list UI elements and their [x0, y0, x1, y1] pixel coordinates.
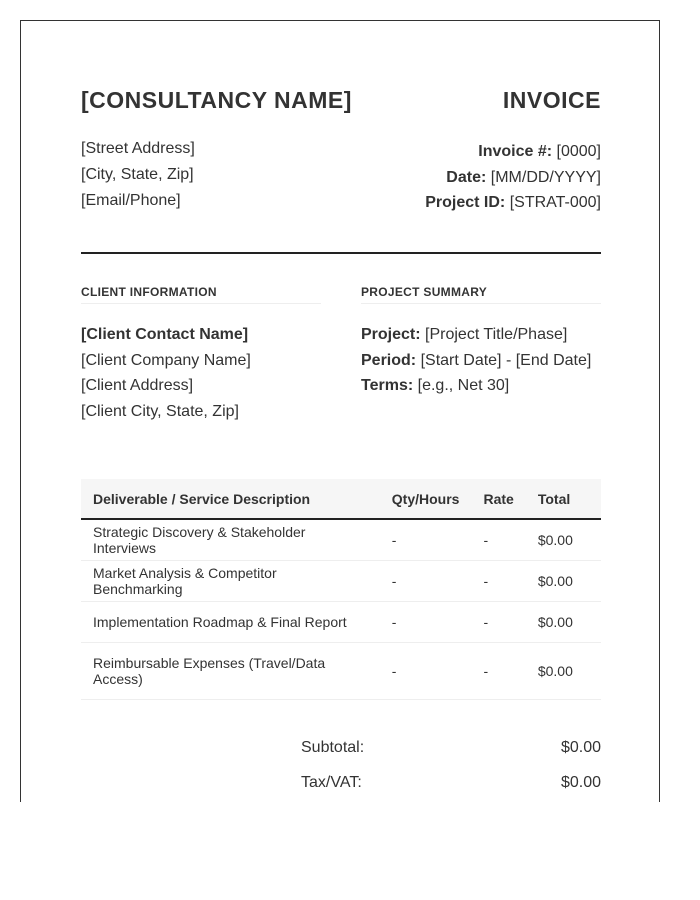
- row-rate: -: [471, 643, 525, 700]
- terms-line: [361, 373, 601, 399]
- project-summary-section: [361, 285, 601, 399]
- row-description: Market Analysis & Competitor Benchmarking: [81, 561, 380, 602]
- row-total: $0.00: [526, 602, 601, 643]
- city-state-zip: [City, State, Zip]: [81, 166, 194, 183]
- tax-label: Tax/VAT:: [301, 774, 362, 791]
- row-total: $0.00: [526, 643, 601, 700]
- client-information-heading: CLIENT INFORMATION: [81, 285, 321, 304]
- column-header-qty-hours: Qty/Hours: [380, 479, 472, 519]
- subtotal-value: $0.00: [560, 739, 601, 756]
- invoice-date-value: [MM/DD/YYYY]: [490, 168, 601, 186]
- row-total: $0.00: [526, 561, 601, 602]
- tax-row: [301, 768, 601, 802]
- period-value: [Start Date] - [End Date]: [420, 351, 592, 369]
- header-divider: [81, 252, 601, 254]
- invoice-page: [20, 20, 660, 802]
- project-summary-body: [361, 322, 601, 399]
- invoice-date: [425, 165, 601, 191]
- project-id-label: Project ID:: [425, 194, 506, 211]
- row-total: $0.00: [526, 519, 601, 561]
- project-value: [Project Title/Phase]: [425, 326, 568, 343]
- client-information-section: [81, 285, 321, 425]
- project-id-value: [STRAT-000]: [509, 194, 601, 211]
- project-label: Project:: [361, 326, 421, 343]
- email-phone: [Email/Phone]: [81, 192, 181, 209]
- company-address: [81, 136, 195, 214]
- subtotal-label: Subtotal:: [301, 739, 365, 756]
- client-contact-name: [Client Contact Name]: [81, 326, 249, 343]
- company-name: [CONSULTANCY NAME]: [81, 87, 352, 113]
- table-row: [81, 519, 601, 561]
- column-header-rate: Rate: [471, 479, 525, 519]
- row-description: Reimbursable Expenses (Travel/Data Access): [81, 643, 380, 700]
- client-company-name: [Client Company Name]: [81, 351, 251, 369]
- terms-value: [e.g., Net 30]: [417, 377, 510, 395]
- project-summary-heading: PROJECT SUMMARY: [361, 285, 601, 304]
- row-qty: -: [380, 519, 472, 561]
- row-rate: -: [471, 561, 525, 602]
- invoice-date-label: Date:: [446, 168, 487, 186]
- invoice-number: [425, 139, 601, 165]
- table-header-row: [81, 479, 601, 519]
- column-header-description: Deliverable / Service Description: [81, 479, 380, 519]
- terms-label: Terms:: [361, 377, 414, 395]
- invoice-number-label: Invoice #:: [478, 143, 553, 160]
- client-address: [Client Address]: [81, 377, 194, 395]
- client-information-body: [81, 322, 321, 425]
- document-title: INVOICE: [502, 87, 601, 113]
- project-id: [425, 190, 601, 216]
- table-row: [81, 561, 601, 602]
- table-row: [81, 643, 601, 700]
- invoice-meta: [425, 139, 601, 216]
- invoice-number-value: [0000]: [556, 143, 601, 160]
- row-qty: -: [380, 602, 472, 643]
- row-qty: -: [380, 643, 472, 700]
- row-rate: -: [471, 519, 525, 561]
- line-items-table: [81, 479, 601, 700]
- period-label: Period:: [361, 351, 417, 369]
- table-row: [81, 602, 601, 643]
- totals-section: [301, 733, 601, 802]
- row-description: Strategic Discovery & Stakeholder Interviews: [81, 519, 380, 561]
- row-rate: -: [471, 602, 525, 643]
- project-line: [361, 322, 601, 348]
- column-header-total: Total: [526, 479, 601, 519]
- client-city-state-zip: [Client City, State, Zip]: [81, 403, 239, 421]
- row-qty: -: [380, 561, 472, 602]
- street-address: [Street Address]: [81, 140, 195, 157]
- tax-value: $0.00: [560, 774, 601, 791]
- row-description: Implementation Roadmap & Final Report: [81, 602, 380, 643]
- period-line: [361, 348, 601, 374]
- subtotal-row: [301, 733, 601, 768]
